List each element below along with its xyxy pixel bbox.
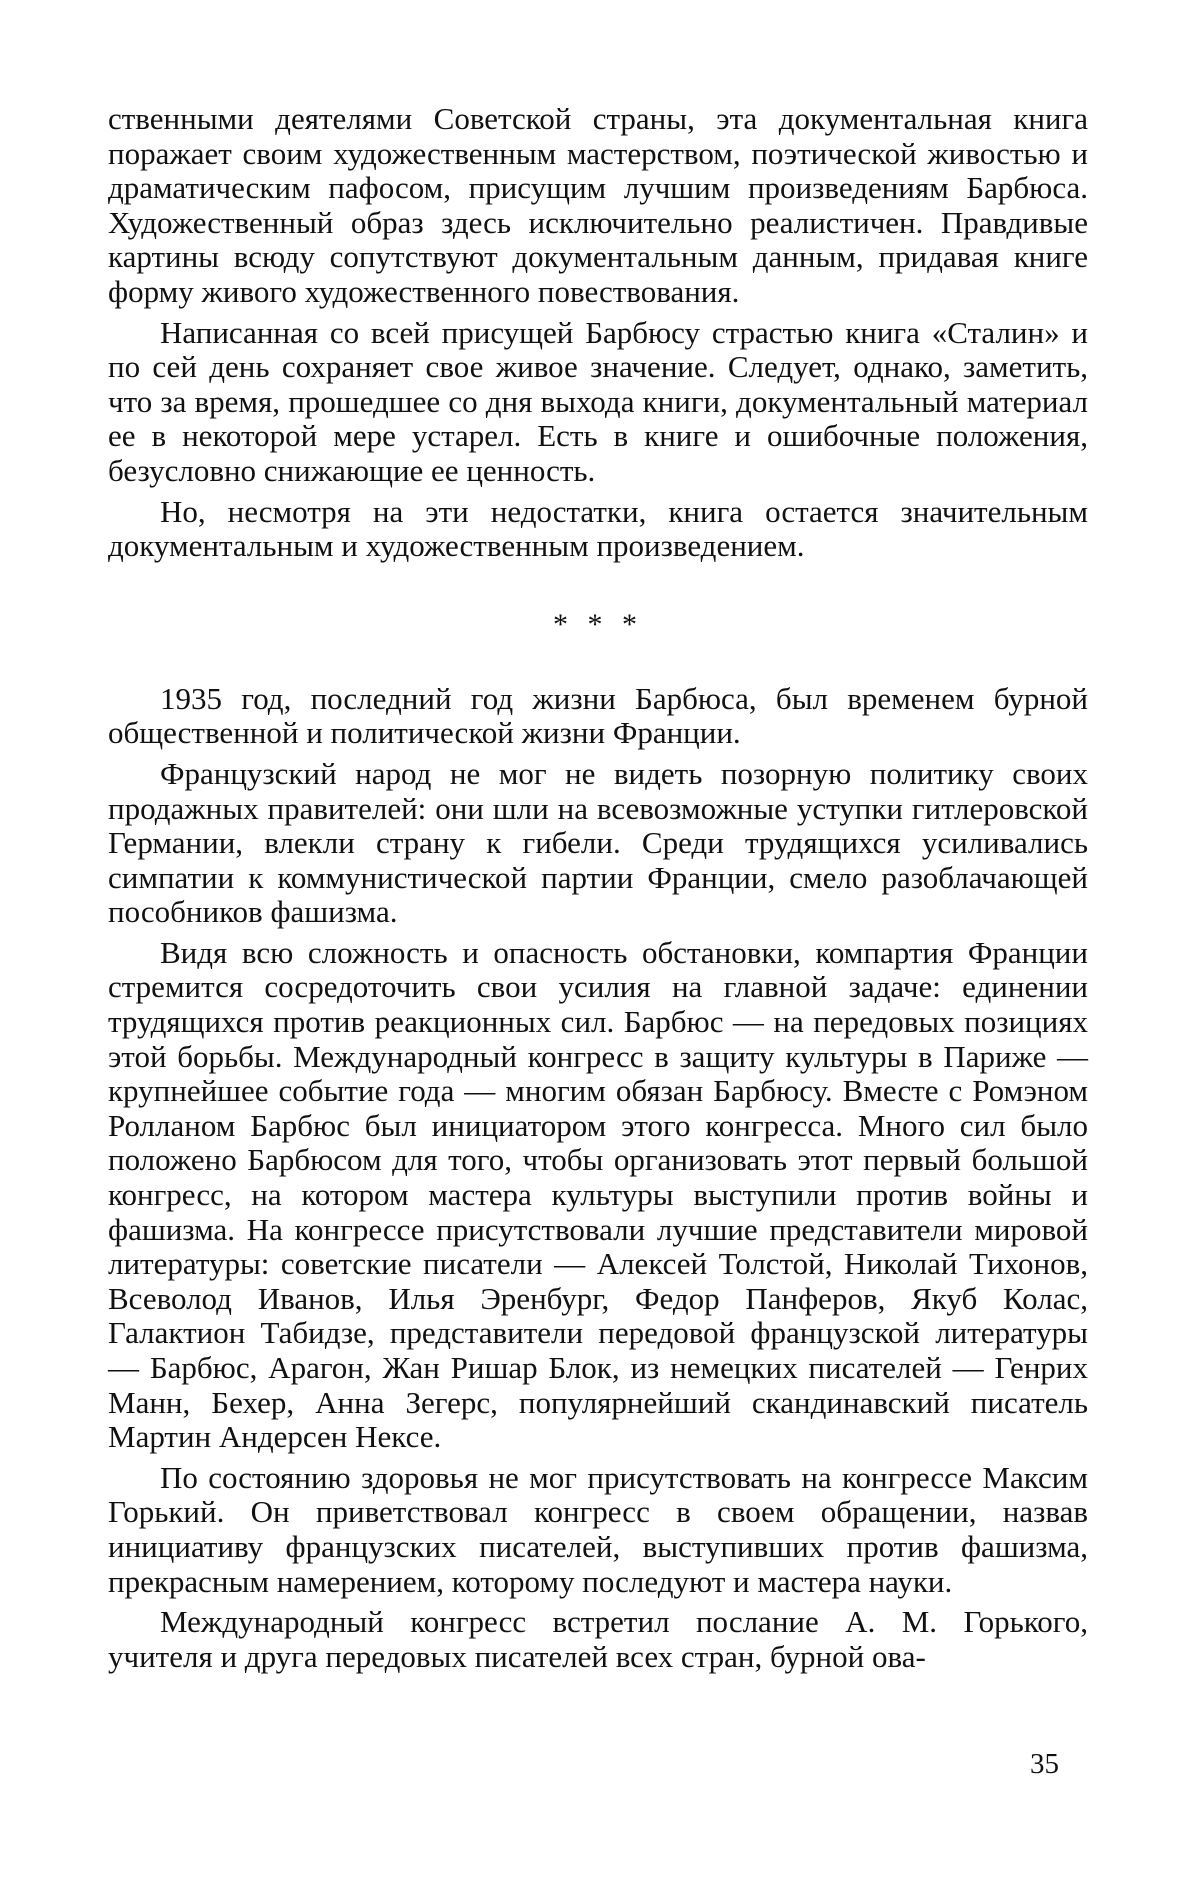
paragraph: По состоянию здоровья не мог присутствовать на конгрессе Максим Горький. Он приветствовал конгресс в своем обращении, назвав инициативу французских писателей, выступивших против фашизма, прекрасным намерением, которому последуют и мастера науки. <box>108 1459 1088 1599</box>
page-content <box>108 102 1088 1674</box>
text-block-before <box>108 102 1088 564</box>
paragraph: Французский народ не мог не видеть позорную политику своих продажных правителей: они шли на всевозможные уступки гитлеровской Германии, влекли страну к гибели. Среди трудящихся усиливались симпатии к коммунистической партии Франции, смело разоблачающей пособников фашизма. <box>108 755 1088 930</box>
section-separator: * * * <box>553 607 643 641</box>
paragraph: Написанная со всей присущей Барбюсу страстью книга «Сталин» и по сей день сохраняет свое живое значение. Следует, однако, заметить, что за время, прошедшее со дня выхода книги, документальный материал ее в некоторой мере устарел. Есть в книге и ошибочные положения, безусловно снижающие ее ценность. <box>108 314 1088 488</box>
paragraph: Международный конгресс встретил послание А. М. Горького, учителя и друга передовых писателей всех стран, бурной ова- <box>108 1604 1088 1674</box>
paragraph: Видя всю сложность и опасность обстановки, компартия Франции стремится сосредоточить свои усилия на главной задаче: единении трудящихся против реакционных сил. Барбюс — на передовых позициях этой борьбы. Международный конгресс в защиту культуры в Париже — крупнейшее событие года — многим обязан Барбюсу. Вместе с Ромэном Ролланом Барбюс был инициатором этого конгресса. Много сил было положено Барбюсом для того, чтобы организовать этот первый большой конгресс, на котором мастера культуры выступили против войны и фашизма. На конгрессе присутствовали лучшие представители мировой литературы: советские писатели — Алексей Толстой, Николай Тихонов, Всеволод Иванов, Илья Эренбург, Федор Панферов, Якуб Колас, Галактион Табидзе, представители передовой французской литературы — Барбюс, Арагон, Жан Ришар Блок, из немецких писателей — Генрих Манн, Бехер, Анна Зегерс, популярнейший скандинавский писатель Мартин Андерсен Нексе. <box>108 934 1088 1455</box>
paragraph: Но, несмотря на эти недостатки, книга остается значительным документальным и художественным произведением. <box>108 493 1088 564</box>
paragraph: ственными деятелями Советской страны, эта документальная книга поражает своим художественным мастерством, поэтической живостью и драматическим пафосом, присущим лучшим произведениям Барбюса. Художественный образ здесь исключительно реалистичен. Правдивые картины всюду сопутствуют документальным данным, придавая книге форму живого художественного повествования. <box>108 101 1088 309</box>
page-number: 35 <box>1030 1748 1059 1780</box>
text-block-after <box>108 682 1088 1675</box>
paragraph: 1935 год, последний год жизни Барбюса, был временем бурной общественной и политической жизни Франции. <box>108 680 1088 751</box>
